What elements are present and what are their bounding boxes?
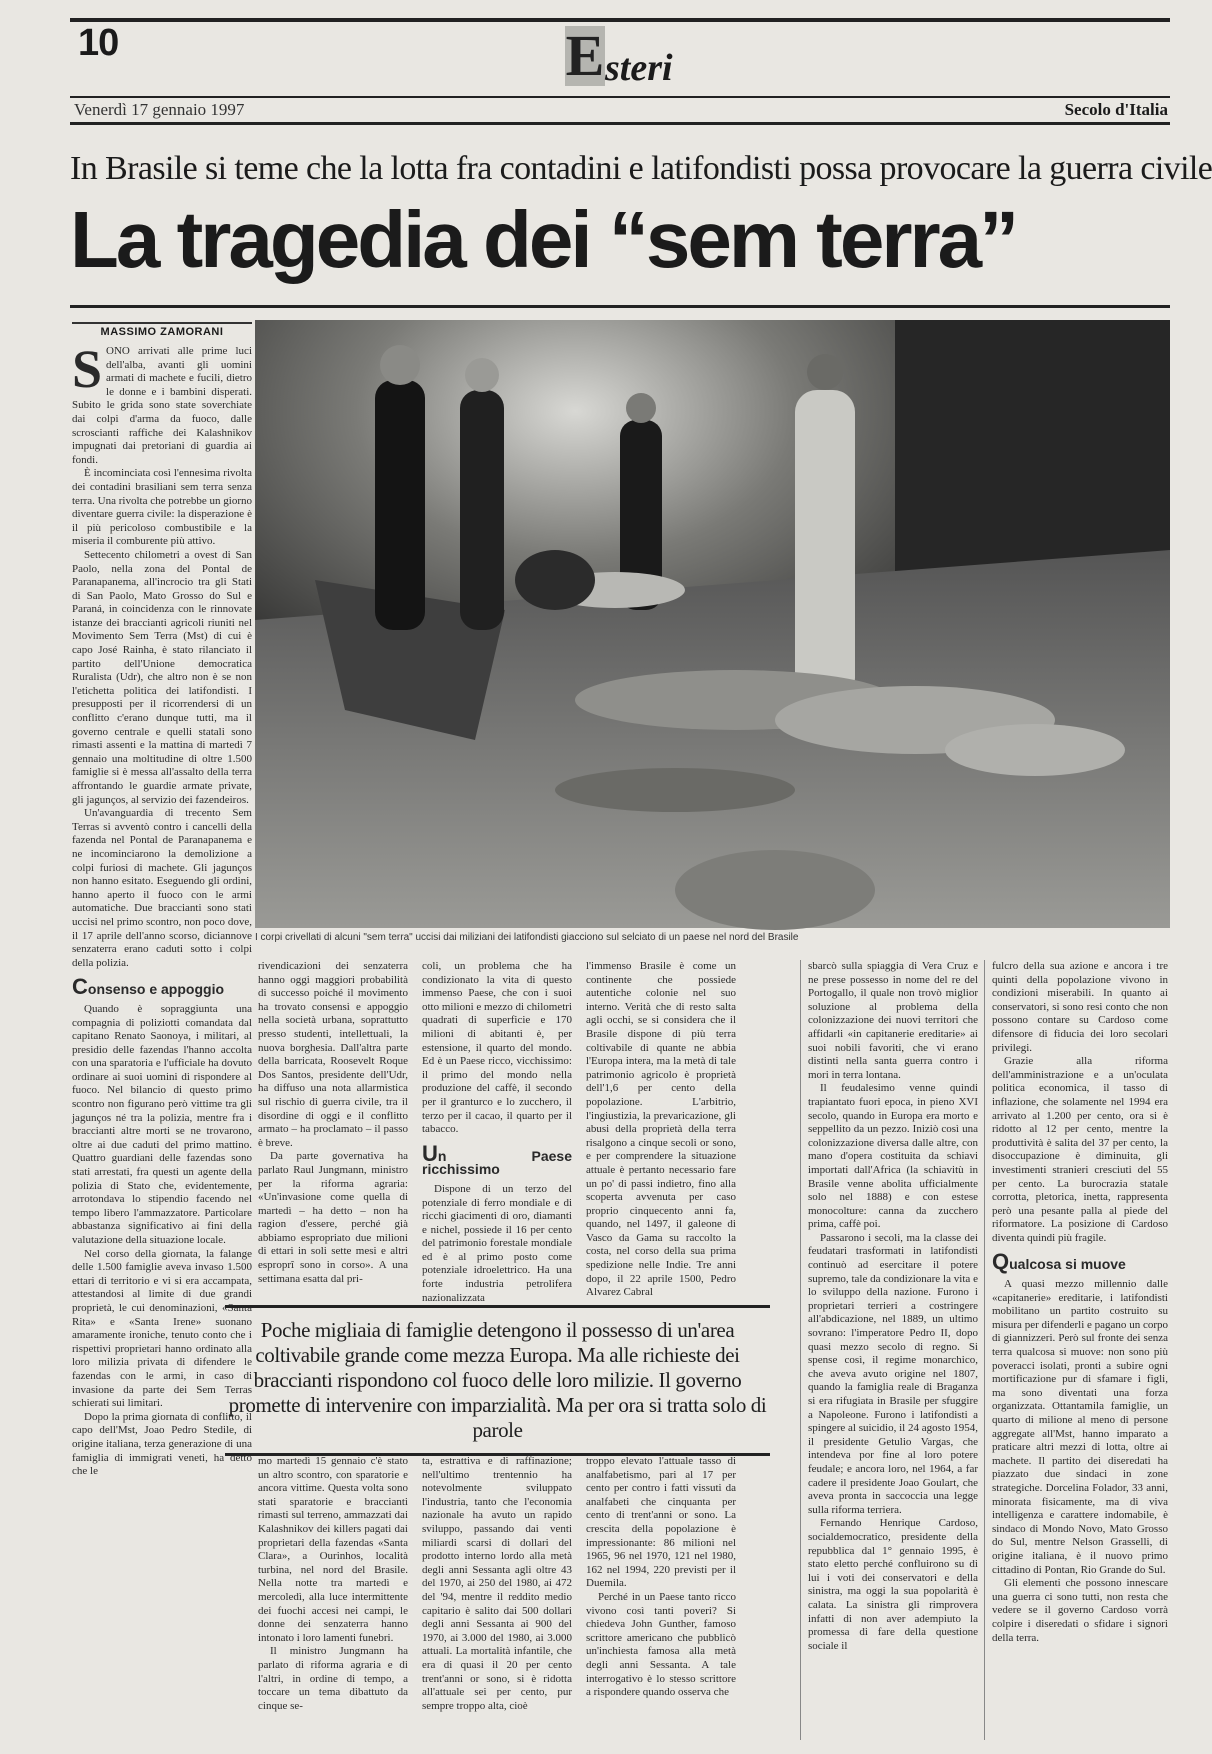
paragraph: Dispone di un terzo del potenziale di ferro mondiale e di ricchi giacimenti di oro, diamanti e nichel, possiede il 16 per cento del patrimonio forestale mondiale ed è al primo posto come potenziale idroelettrico. Ha una forte industria petrolifera nazionalizzata (422, 1182, 572, 1304)
article-column-6 (992, 960, 1168, 1740)
article-column-2a (258, 960, 408, 1285)
header-rule-top (70, 96, 1170, 98)
paragraph: Da parte governativa ha parlato Raul Jungmann, ministro per la riforma agraria: «Un'invasione come quella di martedì – ha detto – non ha ragion d'essere, perché già abbiamo espropriato due milioni di ettari in soli sette mesi e altri esproprî sono in corso». A una settimana esatta dal pri- (258, 1150, 408, 1285)
article-column-1 (72, 339, 252, 1720)
column-divider (984, 960, 985, 1740)
paragraph: Passarono i secoli, ma la classe dei feudatari trasformati in latifondisti continuò ad esercitare il potere supremo, tale da condizionare la vita e lo sviluppo della nazione. Furono i proprietari terrieri a costringere all'abdicazione, nel 1889, un ultimo sovrano: l'imperatore Pedro II, dopo quasi mezzo secolo di regno. Si spense così, il regime monarchico, che aveva avuto origine nel 1807, quando la famiglia reale di Braganza si era rifugiata in Brasile per sfuggire a Napoleone. Furono i latifondisti a spingere al suicidio, il 24 agosto 1954, il presidente Getulio Vargas, che intendeva por fine al loro potere feudale; e ancora loro, nel 1964, a far cadere il presidente Joao Goulart, che aveva pronta in saccoccia una legge sulla riforma terriera. (808, 1231, 978, 1516)
headline: La tragedia dei “sem terra” (70, 195, 1017, 284)
byline: MASSIMO ZAMORANI (72, 322, 252, 338)
photo-caption: I corpi crivellati di alcuni "sem terra" uccisi dai miliziani dei latifondisti giacciono sul selciato di un paese nel nord del Brasile (255, 932, 799, 943)
paragraph: Nel corso della giornata, la falange delle 1.500 famiglie aveva invaso 1.500 ettari di territorio e vi si era accampata, attestandosi al limite di due grandi proprietà, le cui denominazioni, «Santa Rita» e «Santa Irene» suonano amaramente ironiche, tenuto conto che i rispettivi proprietari hanno ordinato alla loro milizia privata di difendere le fazendas con le armi, in caso di invasione da parte dei Sem Terras schierati sui limitari. (72, 1247, 252, 1410)
masthead: Secolo d'Italia (1064, 100, 1168, 119)
paragraph: Il feudalesimo venne quindi trapiantato fuori epoca, in pieno XVI secolo, quando in Europa era morto e seppellito da un pezzo. Iniziò così una colonizzazione diversa dalle altre, con mano d'opera costituita da schiavi importati dall'Africa (la schiavitù in Brasile venne abolita ufficialmente solo nel 1888) e con estese monocolture: canna da zucchero prima, caffè poi. (808, 1082, 978, 1231)
subhead-qualcosa: Qualcosa si muove (992, 1249, 1126, 1275)
paragraph: fulcro della sua azione e ancora i tre quinti della popolazione vivono in condizioni miserabili. In quanto ai conservatori, si sono resi conto che non possono contare su Cardoso come difensore di fiducia dei loro secolari privilegi. (992, 960, 1168, 1054)
paragraph: rivendicazioni dei senzaterra hanno oggi maggiori probabilità di successo poiché il movimento ha trovato consensi e appoggio nella società urbana, soprattutto presso studenti, intellettuali, la nuova borghesia. Dall'altra parte della barricata, Roosevelt Roque Dos Santos, presidente dell'Udr, ha diffuso una nota allarmistica sul rischio di guerra civile, tra il disordine di oggi e il conflitto armato – ha proclamato – il passo è breve. (258, 960, 408, 1149)
section-title-initial: E (565, 23, 605, 88)
subhead-paese: Un Paese ricchissimo (422, 1140, 572, 1178)
top-rule (70, 18, 1170, 22)
paragraph: coli, un problema che ha condizionato la vita di questo immenso Paese, che con i suoi otto milioni e mezzo di chilometri quadrati di superficie e 170 milioni di abitanti è, per estensione, il quarto del mondo. Ed è un Paese ricco, vicchissimo: il primo del mondo nella produzione del caffè, il secondo per il granturco e lo zucchero, il terzo per il cacao, il quarto per il tabacco. (422, 960, 572, 1136)
column-divider (800, 960, 801, 1740)
headline-rule (70, 305, 1170, 308)
article-column-2b (258, 1455, 408, 1740)
page-number: 10 (78, 22, 119, 64)
article-column-5 (808, 960, 978, 1740)
paragraph: Quando è sopraggiunta una compagnia di poliziotti comandata dal capitano Renato Saonoya, i militari, al presidio delle fazendas l'hanno accolta con una sparatoria e l'ufficiale ha dovuto ordinare ai suoi uomini di rispondere al fuoco. Nel bilancio di questo primo scontro non figurano però vittime tra gli jagunços né tra la polizia, mentre fra i braccianti altre morti se ne trovarono, oltre ai due caduti del primo mattino. Quattro guardiani delle fazendas sono stati arrestati, fra questi un agente della polizia di Stato che, evidentemente, arrotondava lo stipendio facendo nel tempo libero l'ammazzatore. Particolare abbastanza significativo ai fini della valutazione della situazione locale. (72, 1002, 252, 1246)
paragraph: Settecento chilometri a ovest di San Paolo, nella zona del Pontal de Paranapanema, all'incrocio tra gli Stati di San Paolo, Mato Grosso do Sul e Paraná, in coincidenza con le rinnovate istanze dei braccianti agricoli riuniti nel Movimento Sem Terra (Mst) di cui è capo José Rainha, è stato rilanciato il partito dell'Unione democratica Ruralista (Udr), che altro non è se non l'etichetta politica dei latifondisti. I presupposti per il ricorrendersi di un conflitto c'erano dunque tutti, ma il governo centrale e quelli statali sono rimasti assenti e la mattina di martedì 7 gennaio una moltitudine di oltre 1.500 famiglie si è messa all'assalto della terra affrontando le guardie armate private, gli jagunços, al servizio dei fazendeiros. (72, 548, 252, 806)
paragraph: troppo elevato l'attuale tasso di analfabetismo, pari al 17 per cento per contro i fatti vissuti da analfabeti che cinquanta per cento di trent'anni or sono. La crescita della popolazione è impressionante: 86 milioni nel 1965, 96 nel 1970, 121 nel 1980, 162 nel 1994, 220 previsti per il Duemila. (586, 1455, 736, 1590)
pull-quote: Poche migliaia di famiglie detengono il possesso di un'area coltivabile grande come mezza Europa. Ma alle richieste dei braccianti rispondono col fuoco delle loro milizie. Il governo promette di intervenire con imparzialità. Ma per ora si tratta solo di parole (225, 1305, 770, 1456)
kicker: In Brasile si teme che la lotta fra contadini e latifondisti possa provocare la guerra civile (70, 150, 1212, 187)
article-column-3b (422, 1455, 572, 1740)
paragraph: Un'avanguardia di trecento Sem Terras si avventò contro i cancelli della fazenda nel Pontal de Paranapanema e ne incominciarono la demolizione a colpi furiosi di machete. Gli jagunços non hanno esitato. Eseguendo gli ordini, hanno aperto il fuoco con le armi automatiche. Due braccianti sono stati uccisi nel primo scontro, non poco dove, il 17 aprile dell'anno scorso, diciannove senzaterra erano caduti sotto i colpi della polizia. (72, 807, 252, 969)
header-rule-bottom (70, 122, 1170, 125)
drop-cap: S (72, 339, 103, 399)
article-column-4a (586, 960, 736, 1299)
paragraph: Perché in un Paese tanto ricco vivono così tanti poveri? Si chiedeva John Gunther, famoso scrittore americano che pubblicò un'inchiesta famosa alla metà degli anni Sessanta. A tale interrogativo è lo stesso scrittore a rispondere quando osserva che (586, 1590, 736, 1699)
news-photo (255, 320, 1170, 928)
paragraph: ONO arrivati alle prime luci dell'alba, avanti gli uomini armati di machete e fucili, dietro le donne e i bambini disperati. Subito le grida sono state soverchiate dai colpi d'arma da fuoco, dalle scroscianti raffiche dei Kalashnikov impugnati dai pretoriani di guardia ai fondi. (72, 345, 252, 466)
paragraph: A quasi mezzo millennio dalle «capitanerie» ereditarie, i latifondisti mobilitano un partito costruito su misura per difenderli e pagano un corpo di giannizzeri. Però sul fronte dei senza terra qualcosa si muove: non sono più poveracci isolati, pronti a subire ogni mortificazione pur di sfamare i figli, ma sono diventati una forza organizzata. Ottantamila famiglie, un quarto di milione al meno di persone aggregate all'Mst, hanno imparato a praticare altri mezzi di lotta, oltre ai machete. Il partito dei diseredati ha piazzato due sindaci in zone strategiche. Dorcelina Folador, 33 anni, minorata fisicamente, ma di viva intelligenza e carattere indomabile, è sindaco di Mondo Novo, Mato Grosso do Sul, mentre Nelson Grasselli, di origine italiana, è il nuovo primo cittadino di Pontan, Rio Grande do Sul. (992, 1278, 1168, 1576)
paragraph: mo martedì 15 gennaio c'è stato un altro scontro, con sparatorie e ancora vittime. Questa volta sono stati sparatorie e braccianti rimasti sul terreno, ammazzati dai Kalashnikov dei killers pagati dai proprietari della fazendas «Santa Clara», a Ourinhos, località turbina, nel nord del Brasile. Nella notte tra martedì e mercoledì, alla luce intermittente dei fuochi accesi nei campi, le donne dei senzaterra hanno intonato i loro lamenti funebri. (258, 1455, 408, 1644)
dateline: Venerdì 17 gennaio 1997 (74, 100, 245, 119)
subhead-consenso: Consenso e appoggio (72, 974, 225, 1000)
photo-illustration (255, 320, 1170, 928)
article-column-3a (422, 960, 572, 1304)
paragraph: Grazie alla riforma dell'amministrazione e a un'oculata politica economica, il tasso di inflazione, che solamente nel 1994 era arrivato al 1.200 per cento, ora si è ridotto al 12 per cento, mentre la produttività è salita del 37 per cento, la disoccupazione è diminuita, gli investimenti stranieri cresciuti del 55 per cento. La burocrazia statale corrotta, pletorica, inetta, rappresenta però una pesante palla al piede del riformatore. La posizione di Cardoso diventa quindi più fragile. (992, 1055, 1168, 1244)
paragraph: È incominciata così l'ennesima rivolta dei contadini brasiliani sem terra senza terra. Una rivolta che potrebbe un giorno diventare guerra civile: la disperazione è il più pericoloso combustibile e la miseria il comburente più attivo. (72, 467, 252, 548)
paragraph: l'immenso Brasile è come un continente che possiede autentiche colonie nel suo interno. Verità che di resto salta agli occhi, se si considera che il Brasile dispone di più terra coltivabile di quante ne abbia l'Europa intera, ma la metà di tale patrimonio agricolo è proprietà dell'1,6 per cento della popolazione. L'arbitrio, l'ingiustizia, la prevaricazione, gli abusi della proprietà della terra risalgono a cinque secoli or sono, e per comprendere la situazione attuale è pertanto necessario fare un po' di passi indietro, fino alla scoperta avvenuta per caso proprio cinquecento anni fa, quando, nel 1497, il galeone di Vasco da Gama su raccolto la costa, nel corso della sua prima spedizione nelle Indie. Tre anni dopo, il 22 aprile 1500, Pedro Alvarez Cabral (586, 960, 736, 1299)
paragraph: Fernando Henrique Cardoso, socialdemocratico, presidente della repubblica dal 1° gennaio 1995, è stato eletto perché confluirono su di lui i voti dei conservatori e della sinistra, ma oggi la sua popolarità è calata. La sinistra gli rimprovera infatti di non aver adempiuto la promessa di fare della questione sociale il (808, 1517, 978, 1652)
paragraph: Il ministro Jungmann ha parlato di riforma agraria e di l'altri, in ordine di tempo, a toccare un tema dibattuto da cinque se- (258, 1645, 408, 1712)
paragraph: Gli elementi che possono innescare una guerra ci sono tutti, non resta che vedere se il governo Cardoso vorrà colpire i diseredati o sfidare i signori della terra. (992, 1577, 1168, 1644)
paragraph: Dopo la prima giornata di conflitto, il capo dell'Mst, Joao Pedro Stedile, di origine italiana, terza generazione di una famiglia di immigrati veneti, ha detto che le (72, 1410, 252, 1478)
section-title-rest: steri (605, 47, 673, 89)
paragraph: sbarcò sulla spiaggia di Vera Cruz e ne prese possesso in nome del re del Portogallo, il quale non trovò miglior soluzione al problema della colonizzazione dei nuovi territori che affidarli «in capitanerie ereditarie» ai suoi nobili favoriti, che vi erano distinti nella santa guerra contro i mori in terra lontana. (808, 960, 978, 1081)
article-column-4b (586, 1455, 736, 1740)
paragraph: ta, estrattiva e di raffinazione; nell'ultimo trentennio ha notevolmente sviluppato l'industria, tanto che l'economia nazionale ha avuto un rapido sviluppo, passando dai venti miliardi scarsi di dollari del prodotto interno lordo alla metà degli anni Sessanta agli oltre 43 del 1970, ai 250 del 1980, ai 472 del '94, mentre il reddito medio capitario è salito dai 500 dollari degli anni Sessanta ai 900 del 1970, ai 3.000 del 1980, ai 3.000 attuali. La mortalità infantile, che era di quasi il 20 per cento trent'anni or sono, si è ridotta all'attuale sei per cento, pur sempre troppo alta, cioè (422, 1455, 572, 1712)
